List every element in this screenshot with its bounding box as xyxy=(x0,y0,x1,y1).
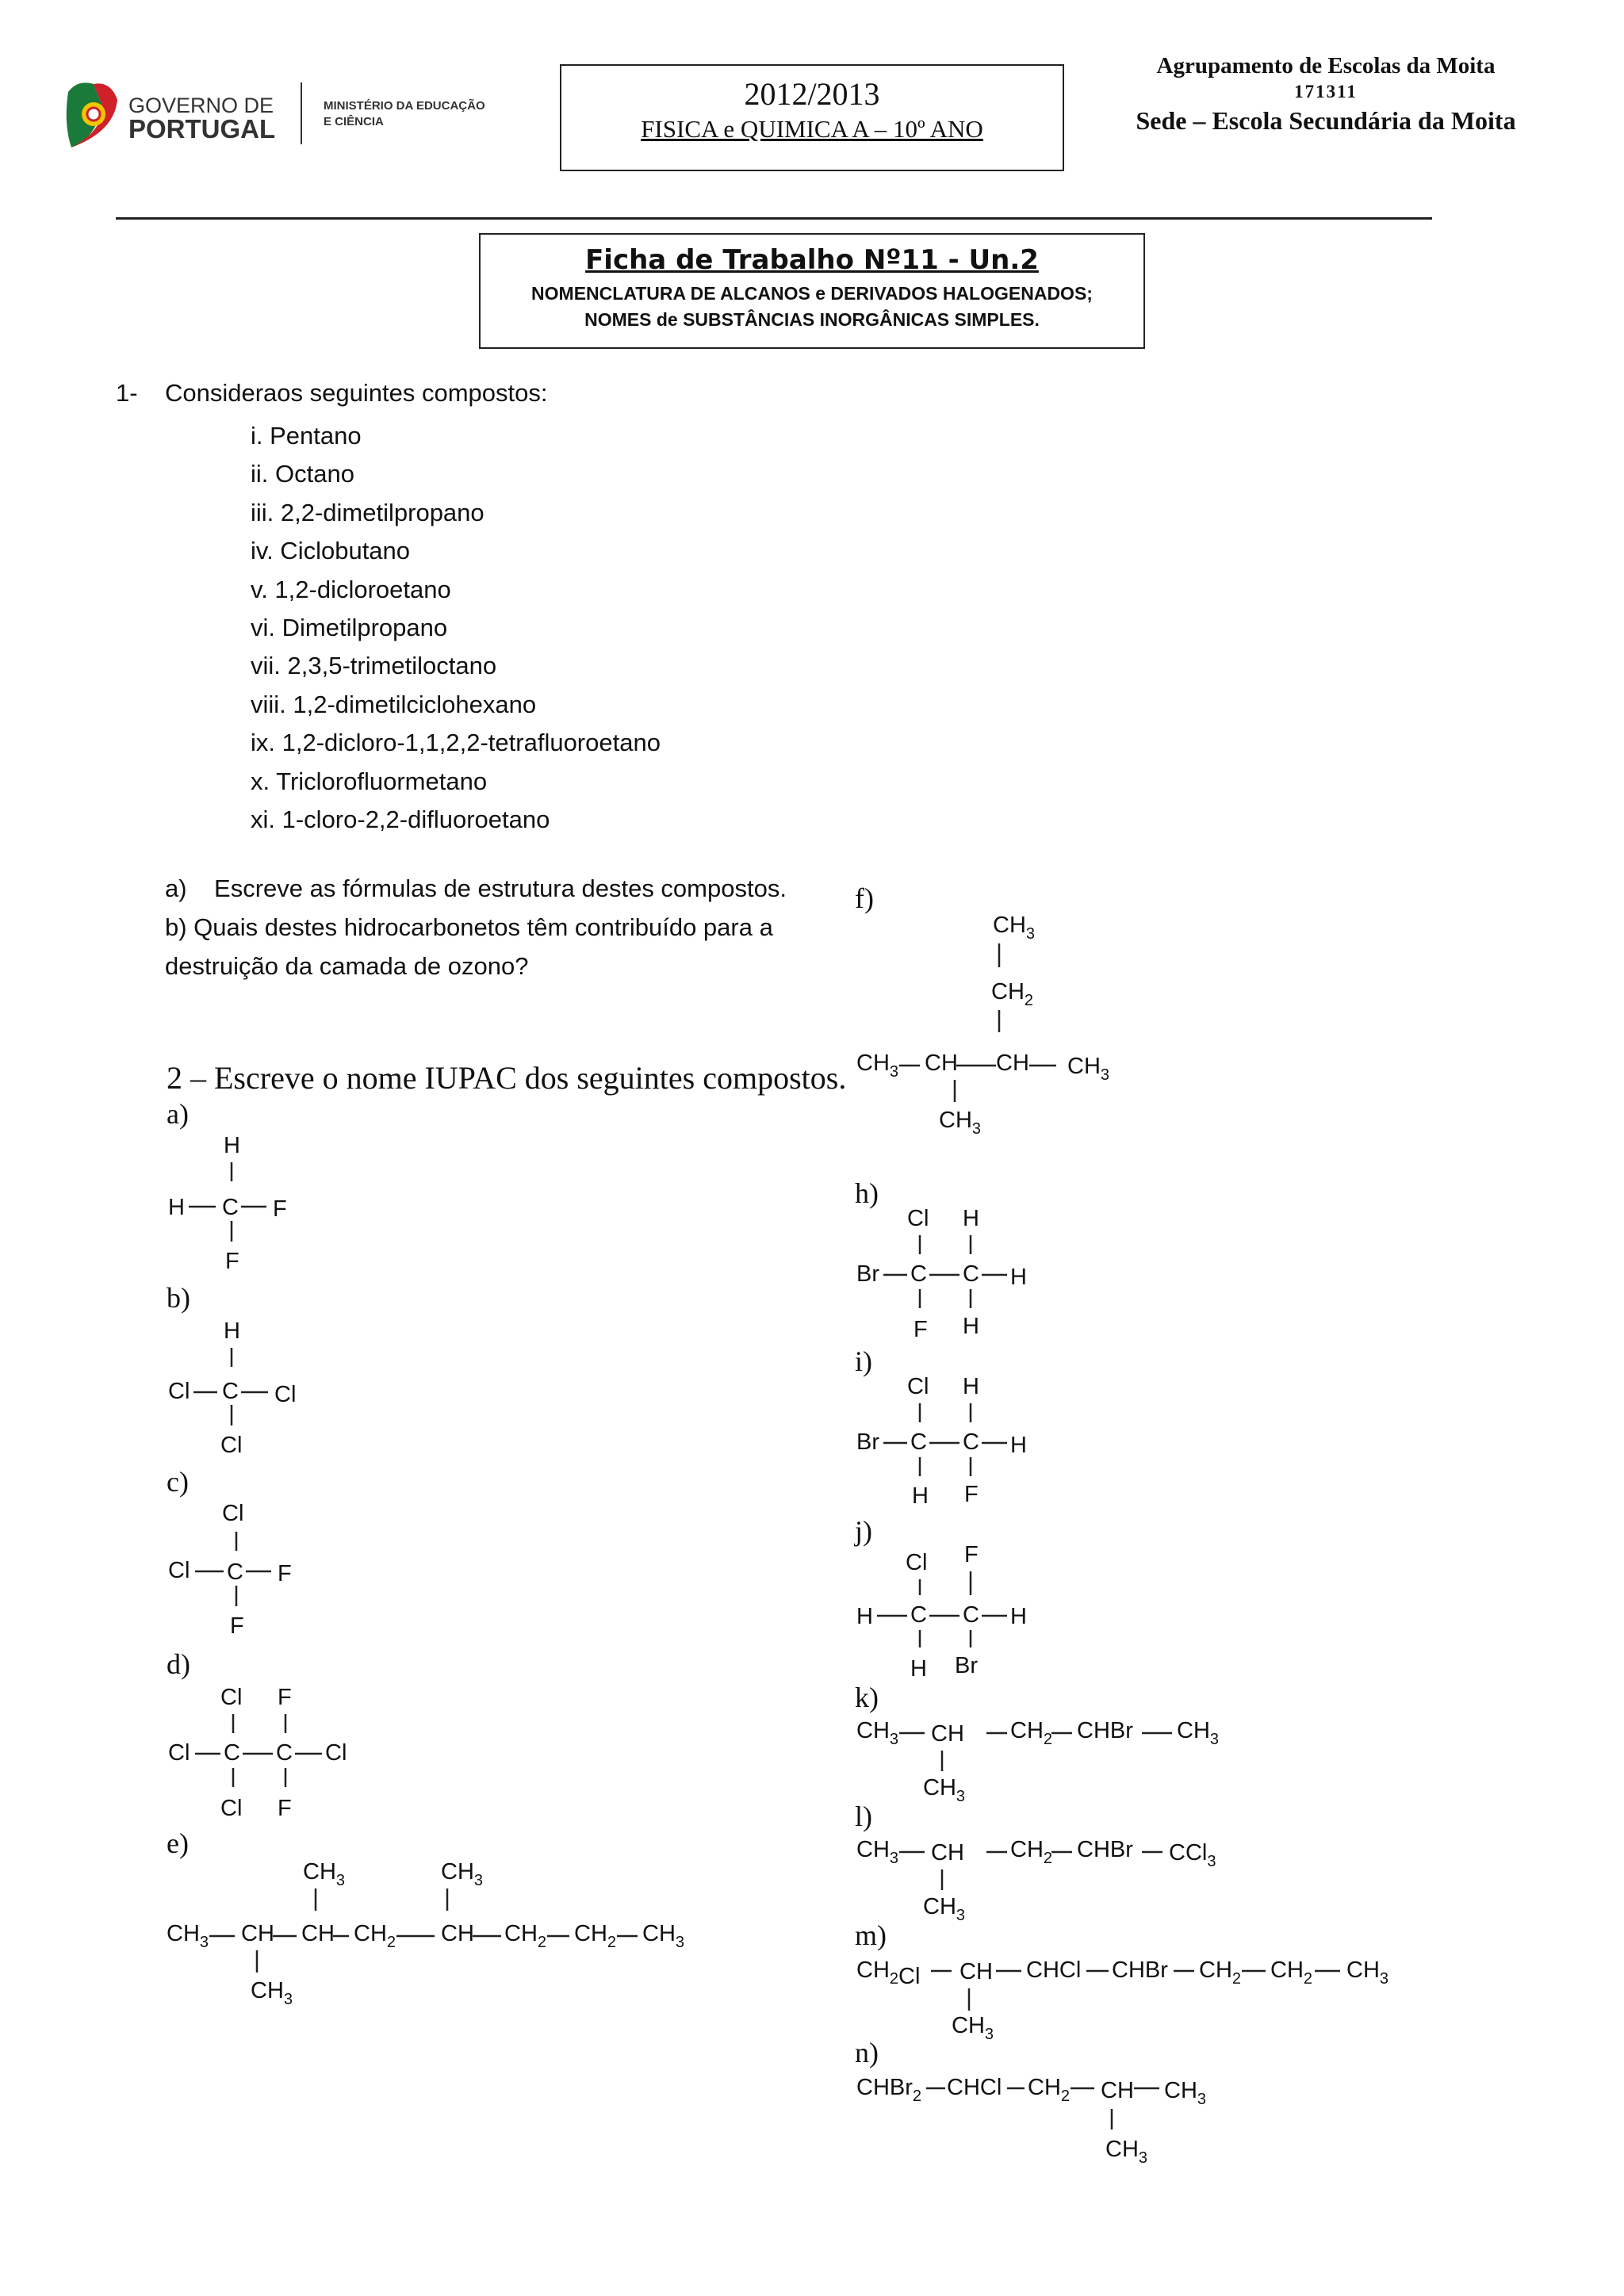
label-j: j) xyxy=(855,1515,872,1547)
list-item: ix. 1,2-dicloro-1,1,2,2-tetrafluoroetano xyxy=(251,729,661,757)
svg-text:C: C xyxy=(222,1379,239,1404)
svg-text:F: F xyxy=(278,1561,292,1586)
label-e: e) xyxy=(167,1827,189,1859)
svg-text:H: H xyxy=(1010,1604,1027,1629)
svg-text:H: H xyxy=(910,1656,927,1682)
svg-text:CH2: $CH_2$ xyxy=(991,979,1034,1009)
svg-text:CH: CH xyxy=(1101,2078,1134,2103)
structure-b xyxy=(159,1313,333,1464)
svg-text:C: C xyxy=(276,1740,293,1766)
svg-text:Br: Br xyxy=(955,1653,978,1678)
svg-text:CH3: $CH_3$ xyxy=(856,1837,899,1867)
structure-n xyxy=(848,2058,1261,2169)
question-1b-line1: b) Quais destes hidrocarbonetos têm contribuído para a xyxy=(165,913,773,941)
svg-text:CH3: $CH_3$ xyxy=(441,1859,484,1889)
label-f: f) xyxy=(855,882,874,914)
list-item: viii. 1,2-dimetilciclohexano xyxy=(251,690,537,718)
svg-text:H: H xyxy=(963,1374,979,1399)
svg-text:CH3: $CH_3$ xyxy=(856,1718,899,1748)
list-item: v. 1,2-dicloroetano xyxy=(251,575,451,603)
svg-text:CH2: $CH_2$ xyxy=(1270,1957,1313,1988)
structure-d xyxy=(159,1678,381,1828)
svg-text:CH3: $CH_3$ xyxy=(923,1775,966,1805)
svg-text:C: C xyxy=(963,1602,979,1628)
question-1-subquestions xyxy=(165,869,847,985)
structure-f xyxy=(848,907,1182,1145)
svg-text:CH2: $CH_2$ xyxy=(1028,2075,1071,2105)
label-d: d) xyxy=(167,1648,190,1680)
compound-list xyxy=(251,417,661,839)
svg-text:CH2: $CH_2$ xyxy=(354,1921,396,1951)
structure-l xyxy=(848,1825,1261,1928)
svg-text:Cl: Cl xyxy=(168,1740,190,1766)
svg-text:Cl: Cl xyxy=(906,1550,928,1575)
svg-text:CH3: $CH_3$ xyxy=(303,1859,346,1889)
svg-text:C: C xyxy=(910,1429,927,1455)
label-l: l) xyxy=(855,1800,872,1832)
svg-text:CH2: $CH_2$ xyxy=(574,1921,617,1951)
list-item: iii. 2,2-dimetilpropano xyxy=(251,498,485,526)
structure-h xyxy=(848,1199,1055,1349)
svg-text:CHCl: CHCl xyxy=(947,2075,1002,2100)
svg-text:F: F xyxy=(273,1196,287,1222)
svg-text:CH2: $CH_2$ xyxy=(1199,1957,1242,1988)
svg-text:H: H xyxy=(963,1314,979,1339)
label-n: n) xyxy=(855,2037,879,2068)
worksheet-subtitle-1: NOMENCLATURA DE ALCANOS e DERIVADOS HALOGENADOS; xyxy=(531,283,1093,304)
ministry-line2: E CIÊNCIA xyxy=(324,115,384,128)
svg-text:Cl: Cl xyxy=(220,1685,243,1710)
svg-text:Cl: Cl xyxy=(907,1206,929,1231)
structure-c xyxy=(159,1495,333,1646)
svg-text:H: H xyxy=(224,1133,240,1158)
svg-text:CH3: $CH_3$ xyxy=(167,1921,209,1951)
label-b: b) xyxy=(167,1282,190,1314)
structure-e xyxy=(159,1852,714,2019)
school-seat: Sede – Escola Secundária da Moita xyxy=(1136,106,1516,135)
svg-text:CH: CH xyxy=(301,1921,335,1946)
svg-text:CH: CH xyxy=(996,1050,1029,1076)
svg-text:C: C xyxy=(963,1429,979,1455)
svg-text:CH3: $CH_3$ xyxy=(856,1050,899,1081)
svg-text:Cl: Cl xyxy=(168,1558,190,1583)
svg-text:C: C xyxy=(910,1261,927,1287)
svg-text:CH3: $CH_3$ xyxy=(939,1108,982,1138)
school-year: 2012/2013 xyxy=(744,76,880,112)
svg-text:Cl: Cl xyxy=(220,1433,243,1458)
svg-text:C: C xyxy=(222,1195,239,1220)
year-box xyxy=(560,64,1064,171)
svg-text:CHBr: CHBr xyxy=(1077,1718,1133,1743)
svg-text:Br: Br xyxy=(856,1261,879,1287)
svg-text:CH3: $CH_3$ xyxy=(642,1921,685,1951)
svg-text:H: H xyxy=(1010,1265,1027,1290)
svg-text:CHBr: CHBr xyxy=(1112,1957,1168,1983)
svg-text:CHBr: CHBr xyxy=(1077,1837,1133,1862)
svg-text:F: F xyxy=(964,1482,979,1507)
question-1a: a) Escreve as fórmulas de estrutura destes compostos. xyxy=(165,874,787,902)
list-item: x. Triclorofluormetano xyxy=(251,767,488,795)
svg-text:CH: CH xyxy=(959,1959,993,1984)
government-logo xyxy=(62,76,506,155)
svg-text:Cl: Cl xyxy=(325,1740,347,1766)
label-i: i) xyxy=(855,1345,872,1377)
svg-text:H: H xyxy=(912,1483,929,1509)
svg-text:CH3: $CH_3$ xyxy=(251,1978,293,2008)
question-2-title: 2 – Escreve o nome IUPAC dos seguintes compostos. xyxy=(167,1060,847,1096)
label-a: a) xyxy=(167,1098,189,1130)
svg-text:CH3: $CH_3$ xyxy=(1177,1718,1220,1748)
structure-k xyxy=(848,1706,1261,1809)
svg-text:C: C xyxy=(963,1261,979,1287)
svg-text:Cl: Cl xyxy=(907,1374,929,1399)
structure-i xyxy=(848,1367,1055,1517)
worksheet-subtitle-2: NOMES de SUBSTÂNCIAS INORGÂNICAS SIMPLES. xyxy=(584,309,1040,330)
list-item: ii. Octano xyxy=(251,460,354,488)
svg-text:Cl: Cl xyxy=(222,1501,244,1526)
structure-m xyxy=(848,1942,1404,2045)
list-item: vi. Dimetilpropano xyxy=(251,613,448,641)
svg-text:F: F xyxy=(914,1317,928,1342)
svg-text:CH3: $CH_3$ xyxy=(1105,2137,1148,2167)
svg-text:CHBr2: CHBr$_2$ xyxy=(856,2075,922,2105)
svg-text:CH: CH xyxy=(925,1050,958,1076)
svg-text:Br: Br xyxy=(856,1429,879,1455)
svg-text:CH2: $CH_2$ xyxy=(1010,1718,1053,1748)
svg-text:H: H xyxy=(963,1206,979,1231)
svg-text:CH: CH xyxy=(931,1840,964,1866)
list-item: iv. Ciclobutano xyxy=(251,537,411,565)
svg-text:H: H xyxy=(1010,1433,1027,1458)
gov-line2: PORTUGAL xyxy=(128,114,276,144)
structure-a xyxy=(159,1126,317,1284)
svg-text:Cl: Cl xyxy=(168,1379,190,1404)
label-h: h) xyxy=(855,1177,879,1209)
question-1b-line2: destruição da camada de ozono? xyxy=(165,952,529,980)
svg-text:F: F xyxy=(230,1613,244,1639)
svg-text:Cl: Cl xyxy=(274,1382,297,1407)
svg-text:F: F xyxy=(278,1796,292,1821)
label-m: m) xyxy=(855,1919,887,1951)
worksheet-title: Ficha de Trabalho Nº11 - Un.2 xyxy=(585,244,1039,276)
svg-text:Cl: Cl xyxy=(220,1796,243,1821)
school-info xyxy=(1088,51,1564,138)
svg-text:H: H xyxy=(168,1195,185,1220)
question-1-text: Consideraos seguintes compostos: xyxy=(165,379,548,407)
question-1-number: 1- xyxy=(116,379,138,407)
svg-text:CH3: $CH_3$ xyxy=(923,1894,966,1924)
svg-text:CH3: $CH_3$ xyxy=(1067,1054,1110,1084)
label-c: c) xyxy=(167,1466,189,1498)
svg-text:F: F xyxy=(964,1542,979,1567)
svg-text:C: C xyxy=(224,1740,240,1766)
list-item: xi. 1-cloro-2,2-difluoroetano xyxy=(251,805,550,833)
school-group: Agrupamento de Escolas da Moita xyxy=(1156,53,1496,78)
svg-text:C: C xyxy=(227,1559,243,1585)
svg-text:CCl3: CCl$_3$ xyxy=(1169,1840,1216,1870)
subject-title: FISICA e QUIMICA A – 10º ANO xyxy=(641,115,983,143)
svg-text:CH2: $CH_2$ xyxy=(504,1921,547,1951)
list-item: i. Pentano xyxy=(251,422,362,450)
svg-text:H: H xyxy=(856,1604,873,1629)
worksheet-title-box xyxy=(479,233,1145,349)
svg-text:CH3: $CH_3$ xyxy=(1346,1957,1389,1988)
svg-text:CH2Cl: $CH_2Cl$ xyxy=(856,1957,921,1989)
svg-text:C: C xyxy=(910,1602,927,1628)
label-k: k) xyxy=(855,1682,879,1713)
gov-line1: GOVERNO DE xyxy=(128,94,274,117)
svg-text:CH2: $CH_2$ xyxy=(1010,1837,1053,1867)
svg-text:CH: CH xyxy=(931,1721,964,1747)
header-divider xyxy=(116,217,1432,220)
ministry-line1: MINISTÉRIO DA EDUCAÇÃO xyxy=(324,99,485,113)
school-code: 171311 xyxy=(1294,82,1358,101)
svg-text:CH: CH xyxy=(241,1921,274,1946)
structure-j xyxy=(848,1535,1055,1686)
svg-text:CH3: $CH_3$ xyxy=(993,913,1036,943)
svg-text:F: F xyxy=(225,1249,239,1274)
list-item: vii. 2,3,5-trimetiloctano xyxy=(251,652,497,680)
svg-text:CH3: $CH_3$ xyxy=(952,2013,994,2043)
svg-text:CH3: $CH_3$ xyxy=(1164,2078,1207,2108)
svg-text:H: H xyxy=(224,1318,240,1344)
svg-text:CHCl: CHCl xyxy=(1026,1957,1082,1983)
svg-text:CH: CH xyxy=(441,1921,474,1946)
svg-text:F: F xyxy=(278,1685,292,1710)
